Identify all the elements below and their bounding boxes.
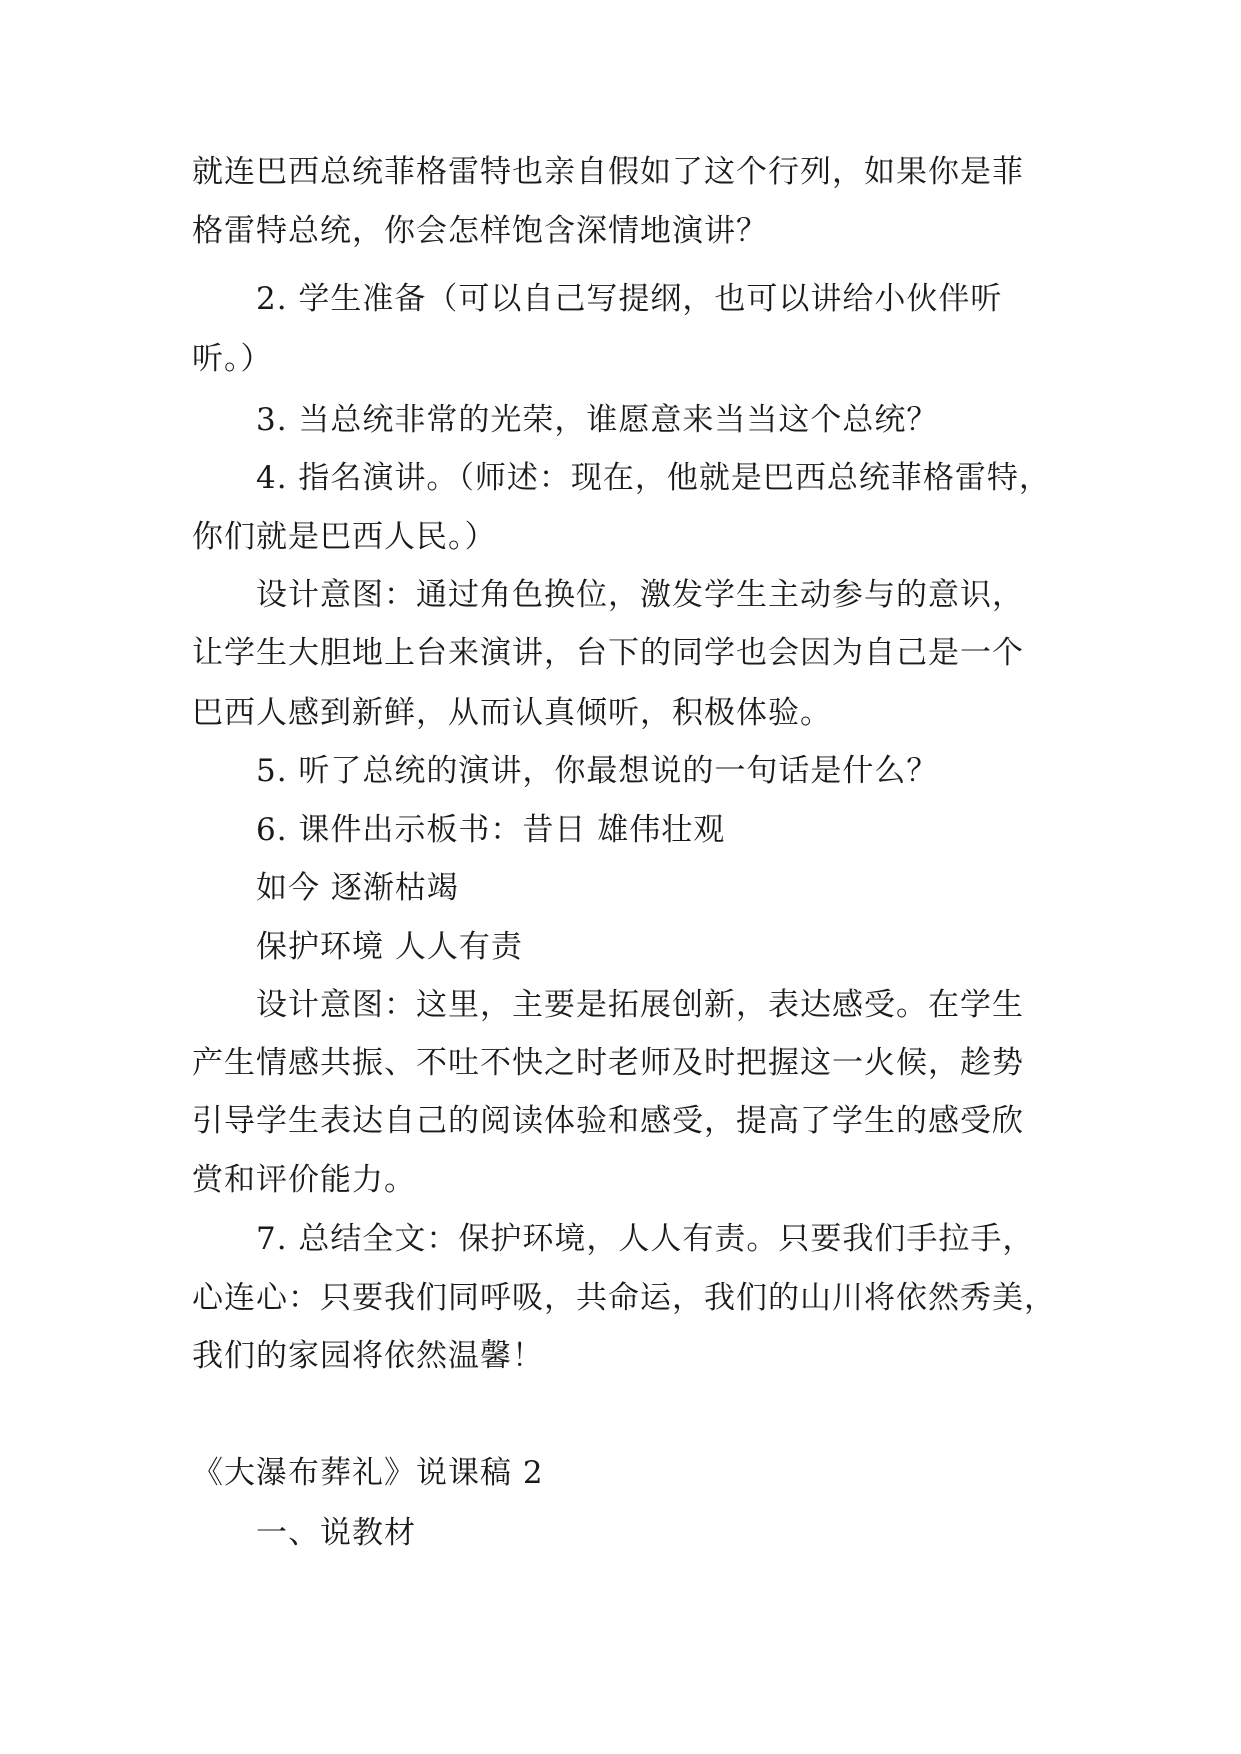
board-line: 保护环境 人人有责	[256, 929, 523, 965]
list-item-7: 7. 总结全文：保护环境，人人有责。只要我们手拉手，	[256, 1221, 1035, 1257]
paragraph-line: 我们的家园将依然温馨！	[192, 1338, 544, 1374]
paragraph-line: 产生情感共振、不吐不快之时老师及时把握这一火候，趁势	[192, 1045, 1024, 1081]
list-item-3: 3. 当总统非常的光荣，谁愿意来当当这个总统？	[256, 402, 939, 438]
paragraph-line: 格雷特总统，你会怎样饱含深情地演讲？	[192, 213, 768, 249]
list-item-2: 2. 学生准备（可以自己写提纲，也可以讲给小伙伴听	[256, 281, 1003, 317]
list-item-5: 5. 听了总统的演讲，你最想说的一句话是什么？	[256, 753, 939, 789]
paragraph-line: 让学生大胆地上台来演讲，台下的同学也会因为自己是一个	[192, 635, 1024, 671]
section-heading: 一、说教材	[256, 1515, 416, 1551]
section-title: 《大瀑布葬礼》说课稿 2	[192, 1455, 544, 1491]
paragraph-line: 引导学生表达自己的阅读体验和感受，提高了学生的感受欣	[192, 1103, 1024, 1139]
list-item-6: 6. 课件出示板书：昔日 雄伟壮观	[256, 812, 726, 848]
paragraph-line: 心连心：只要我们同呼吸，共命运，我们的山川将依然秀美，	[192, 1280, 1056, 1316]
paragraph-line: 听。）	[192, 341, 273, 377]
paragraph-line: 你们就是巴西人民。）	[192, 519, 497, 555]
board-line: 如今 逐渐枯竭	[256, 870, 459, 906]
design-intent-2: 设计意图：这里，主要是拓展创新，表达感受。在学生	[256, 987, 1024, 1023]
list-item-4: 4. 指名演讲。（师述：现在，他就是巴西总统菲格雷特，	[256, 460, 1051, 496]
paragraph-line: 巴西人感到新鲜，从而认真倾听，积极体验。	[192, 695, 832, 731]
design-intent-1: 设计意图：通过角色换位，激发学生主动参与的意识，	[256, 577, 1024, 613]
paragraph-line: 赏和评价能力。	[192, 1162, 416, 1198]
paragraph-line: 就连巴西总统菲格雷特也亲自假如了这个行列，如果你是菲	[192, 154, 1024, 190]
